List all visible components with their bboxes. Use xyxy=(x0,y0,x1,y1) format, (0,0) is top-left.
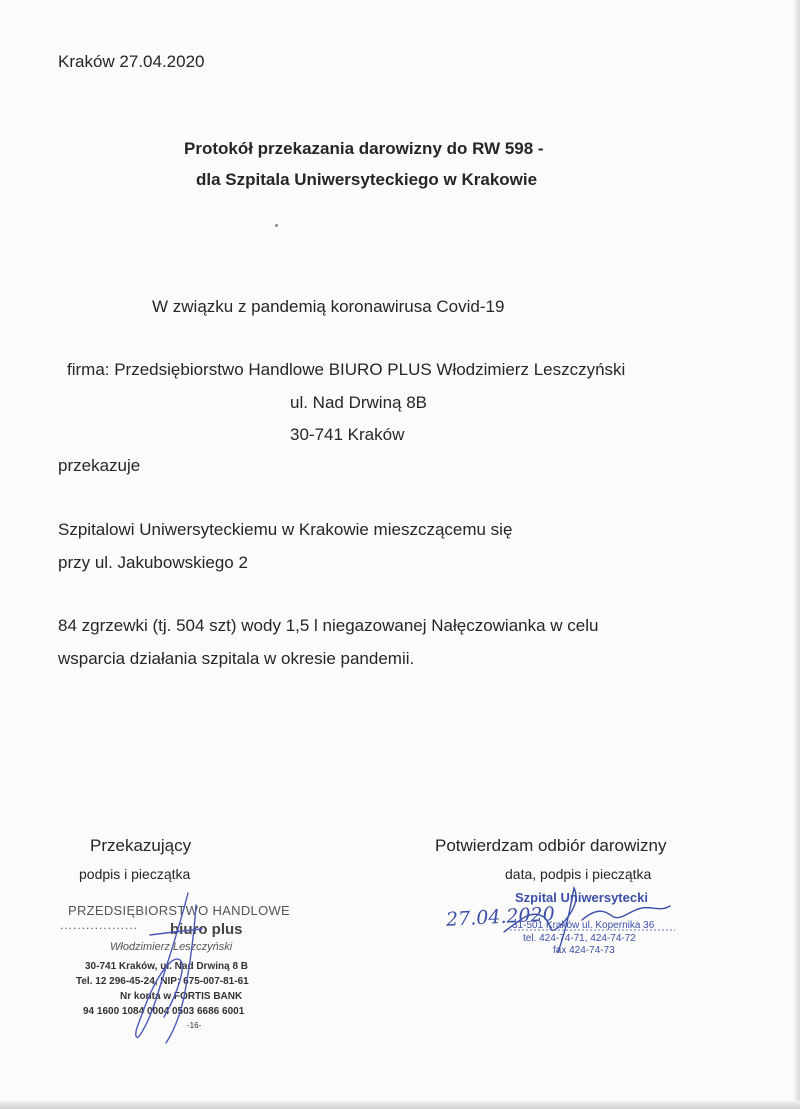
firm-line: firma: Przedsiębiorstwo Handlowe BIURO PLUS Włodzimierz Leszczyński xyxy=(67,360,626,379)
recipient-line-2: przy ul. Jakubowskiego 2 xyxy=(58,553,248,572)
receiver-signature xyxy=(500,880,680,960)
transferor-signature xyxy=(110,885,220,1050)
items-line-2: wsparcia działania szpitala w okresie pandemii. xyxy=(58,649,415,668)
items-line-1: 84 zgrzewki (tj. 504 szt) wody 1,5 l niegazowanej Nałęczowianka w celu xyxy=(58,616,599,635)
scan-edge-right xyxy=(794,0,800,1109)
receiver-caption: data, podpis i pieczątka xyxy=(505,866,652,882)
receiver-handwritten-date: 27.04.2020 xyxy=(445,903,556,931)
company-stamp-dots: .................. xyxy=(60,918,139,932)
company-stamp-address: 30-741 Kraków, ul. Nad Drwiną 8 B xyxy=(85,961,249,972)
title-line-1: Protokół przekazania darowizny do RW 598 - xyxy=(184,139,544,158)
transferor-caption: podpis i pieczątka xyxy=(79,866,191,882)
hospital-stamp-address: 31-501 Kraków ul. Kopernika 36 xyxy=(512,920,655,931)
verb-text: przekazuje xyxy=(58,456,141,475)
hospital-stamp-fax: fax 424-74-73 xyxy=(553,945,615,956)
company-stamp-account: 94 1600 1084 0004 0503 6686 6001 xyxy=(83,1006,245,1017)
place-date: Kraków 27.04.2020 xyxy=(58,52,205,71)
company-stamp-tail: -16- xyxy=(187,1021,202,1030)
scan-speck xyxy=(275,224,278,227)
firm-street: ul. Nad Drwiną 8B xyxy=(290,393,428,412)
transferor-heading: Przekazujący xyxy=(90,836,192,855)
receiver-heading: Potwierdzam odbiór darowizny xyxy=(435,836,667,855)
company-stamp-tel-nip: Tel. 12 296-45-24, NIP: 675-007-81-61 xyxy=(76,976,249,987)
hospital-stamp-tel: tel. 424-74-71, 424-74-72 xyxy=(523,933,636,944)
intro-text: W związku z pandemią koronawirusa Covid-19 xyxy=(152,297,505,316)
company-stamp-company: PRZEDSIĘBIORSTWO HANDLOWE xyxy=(68,903,291,918)
company-stamp-bank: Nr konta w FORTIS BANK xyxy=(120,991,243,1002)
title-line-2: dla Szpitala Uniwersyteckiego w Krakowie xyxy=(196,170,538,189)
recipient-line-1: Szpitalowi Uniwersyteckiemu w Krakowie mieszczącemu się xyxy=(58,520,513,539)
company-stamp-logo: biuro plus xyxy=(170,921,243,938)
hospital-stamp-name: Szpital Uniwersytecki xyxy=(515,890,648,905)
company-stamp-owner: Włodzimierz Leszczyński xyxy=(110,941,233,953)
firm-city: 30-741 Kraków xyxy=(290,425,405,444)
scan-edge-bottom xyxy=(0,1101,800,1109)
